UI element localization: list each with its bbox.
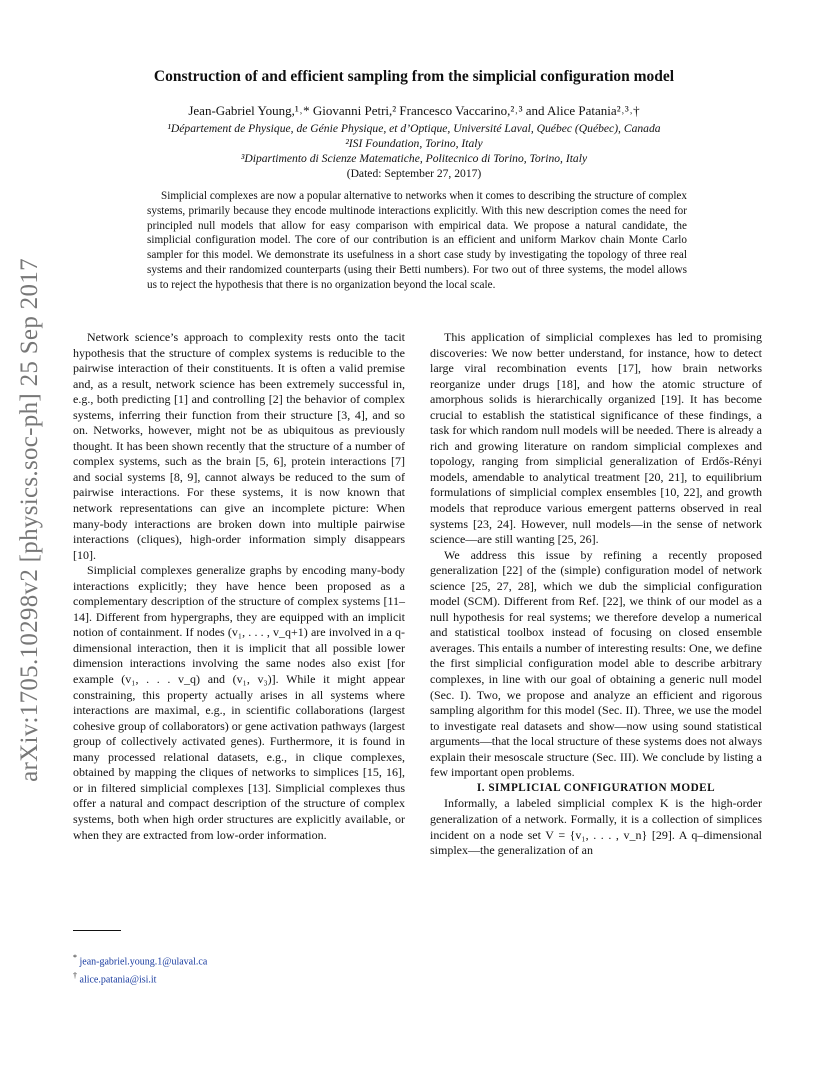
abstract: Simplicial complexes are now a popular alternative to networks when it comes to describing the structure of complex systems, primarily because they encode multinode interactions explicitly. With this new description comes the need for principled null models that allow for easy comparison with empirical data. We propose a natural candidate, the simplicial configuration model. The core of our contribution is an efficient and uniform Markov chain Monte Carlo sampler for this model. We demonstrate its usefulness in a short case study by investigating the topology of three real systems and their randomized counterparts (using their Betti numbers). For two out of three systems, the model allows us to reject the hypothesis that there is no organization beyond the local scale. bbox=[147, 190, 687, 291]
email-link[interactable]: alice.patania@isi.it bbox=[79, 974, 157, 986]
body-paragraph: Simplicial complexes generalize graphs by encoding many-body interactions explicitly; they have hence been proposed as a complementary description of the structure of complex systems [11–14]. Different from hypergraphs, they are equipped with an implicit notion of containment. If nodes (v₁, . . . , v_q+1) are involved in a q-dimensional interaction, then it is implicit that all possible lower dimension interactions involving the same nodes also exist [for example (v₁, . . . v_q) and (v₁, v₃)]. While it might appear constraining, this property actually arises in all systems where interactions are maximal, e.g., in scientific collaborations (largest cohesive group of collaborators) or gene activation pathways (largest group of collectively activated genes). Furthermore, it is found in many processed relational datasets, e.g., in clique complexes, obtained by mapping the cliques of networks to simplices [15, 16], or in filtered simplicial complexes [13]. Simplicial complexes thus offer a natural and compact description of the structure of complex systems, both when high order structures are explicitly available, or when they are extracted from low-order information. bbox=[73, 563, 405, 842]
footnote-item bbox=[73, 969, 207, 987]
affiliation-1: ¹Département de Physique, de Génie Physique, et d’Optique, Université Laval, Québec (Québec), Canada bbox=[167, 122, 661, 135]
body-paragraph: Informally, a labeled simplicial complex K is the high-order generalization of a network. Formally, it is a collection of simplices incident on a node set V = {v₁, . . . , v_n} [29]. A q–dimensional simplex—the generalization of an bbox=[430, 796, 762, 858]
body-column-left bbox=[73, 330, 405, 843]
body-paragraph: This application of simplicial complexes has led to promising discoveries: We now better understand, for instance, how to detect large viral recombination events [17], how brain networks reorganize under drugs [18], and how the atomic structure of amorphous solids is hierarchically organized [19]. It has become crucial to establish the statistical significance of these findings, a task for which random null models will be needed. There is already a rich and growing literature on random simplicial complexes and topology, ranging from simplicial generalization of Erdős-Rényi models, amendable to analytical treatment [20, 21], to equilibrium formulations of simplicial complex ensembles [10, 22], and growth models that reproduce various emergent patterns observed in real systems [23, 24]. However, null models—in the sense of network science—are still wanting [25, 26]. bbox=[430, 330, 763, 547]
affiliation-2: ²ISI Foundation, Torino, Italy bbox=[345, 137, 483, 150]
author-list: Jean-Gabriel Young,¹˒* Giovanni Petri,² Francesco Vaccarino,²˒³ and Alice Patania²˒³˒† bbox=[188, 103, 640, 118]
footnotes bbox=[73, 951, 207, 988]
body-paragraph: Network science’s approach to complexity rests onto the tacit hypothesis that the structure of complex systems is reducible to the pairwise interaction of their constituents. It is often a valid premise and, as a result, network science has been extremely successful in, e.g., both predicting [1] and controlling [2] the behavior of complex systems, inferring their function from their structure [3, 4], and so on. Networks, however, might not be as ubiquitous as previously thought. It has been shown recently that the structure of a number of complex systems, such as the brain [5, 6], protein interactions [7] and social systems [8, 9], cannot always be reduced to the sum of pairwise interactions. For these systems, it is now known that network representations can give an incomplete picture: When many-body interactions are broken down into multiple pairwise interactions (cliques), high-order information simply disappears [10]. bbox=[73, 330, 405, 562]
arxiv-stamp-text: arXiv:1705.10298v2 [physics.soc-ph] 25 Sep 2017 bbox=[16, 258, 43, 782]
footnote-item bbox=[73, 951, 207, 969]
footnote-mark: † bbox=[73, 971, 77, 981]
footnote-divider bbox=[73, 930, 121, 931]
footnote-mark: * bbox=[73, 953, 77, 962]
body-column-right bbox=[430, 330, 762, 859]
section-heading: I. SIMPLICIAL CONFIGURATION MODEL bbox=[476, 781, 716, 794]
paper-title: Construction of and efficient sampling from the simplicial configuration model bbox=[153, 68, 675, 85]
email-link[interactable]: jean-gabriel.young.1@ulaval.ca bbox=[79, 956, 208, 968]
paper-date: (Dated: September 27, 2017) bbox=[346, 167, 482, 180]
body-paragraph: We address this issue by refining a recently proposed generalization [22] of the (simple) configuration model of network science [25, 27, 28], which we dub the simplicial configuration model (SCM). Different from Ref. [22], we think of our model as a null hypothesis for real systems; we therefore develop a numerical and statistical toolbox instead of focusing on closed ensemble averages. This entails a number of interesting results: One, we define the first simplicial configuration model able to describe arbitrary complexes, in line with our goal of obtaining a generic null model (Sec. I). Two, we propose and analyze an efficient and rigorous sampling algorithm for this model (Sec. II). Three, we use the model to investigate real datasets and show—now using sound statistical arguments—that the local structure of these systems does not always explain their mesoscale structure (Sec. III). We conclude by listing a few important open problems. bbox=[430, 547, 762, 780]
affiliation-3: ³Dipartimento di Scienze Matematiche, Politecnico di Torino, Torino, Italy bbox=[240, 152, 588, 165]
arxiv-identifier-stamp bbox=[10, 200, 50, 840]
